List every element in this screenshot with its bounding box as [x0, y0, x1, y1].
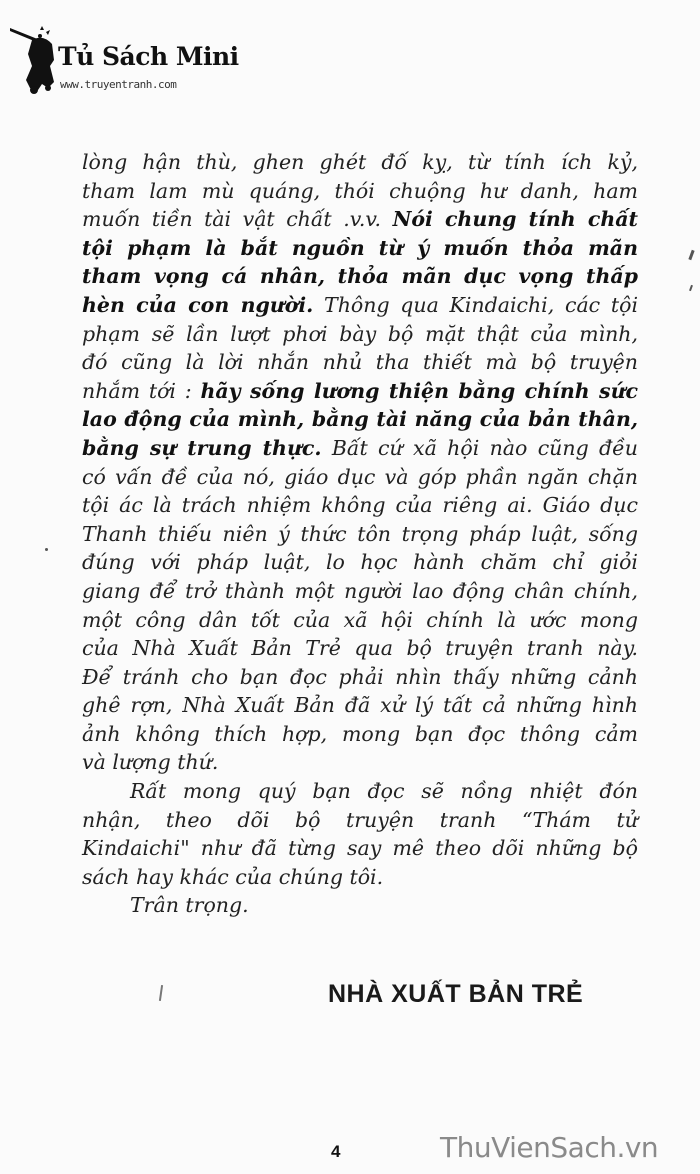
text-line	[82, 548, 638, 577]
scan-speck	[45, 548, 48, 551]
text-segment: tội ác là trách nhiệm không của riêng ai. Giáo dục	[82, 493, 638, 518]
emphasized-text: tham vọng cá nhân, thỏa mãn dục vọng thấp	[82, 264, 638, 289]
text-segment: đó cũng là lời nhắn nhủ tha thiết mà bộ truyện	[82, 350, 638, 375]
watermark-text: ThuVienSach.vn	[440, 1131, 659, 1164]
text-line	[82, 463, 638, 492]
emphasized-text: hèn của con người.	[82, 292, 314, 317]
text-segment: Thông qua Kindaichi, các tội	[313, 292, 638, 317]
text-segment: sách hay khác của chúng tôi.	[82, 864, 384, 889]
text-segment: Trân trọng.	[130, 893, 249, 918]
text-line	[82, 348, 638, 377]
text-segment: ghê rợn, Nhà Xuất Bản đã xử lý tất cả những hình	[82, 693, 638, 718]
text-segment: Rất mong quý bạn đọc sẽ nồng nhiệt đón	[130, 779, 638, 804]
emphasized-text: lao động của mình, bằng tài năng của bản thân,	[82, 407, 638, 432]
text-segment: Thanh thiếu niên ý thức tôn trọng pháp luật, sống	[82, 521, 638, 546]
emphasized-text: Nói chung tính chất	[392, 207, 638, 232]
text-line	[82, 834, 638, 863]
text-line	[82, 520, 638, 549]
page-body-text	[82, 148, 638, 920]
text-line	[82, 634, 638, 663]
text-line	[82, 891, 638, 920]
emphasized-text: bằng sự trung thực.	[82, 435, 322, 460]
text-segment: tham lam mù quáng, thói chuộng hư danh, ham	[82, 178, 638, 203]
text-segment: phạm sẽ lần lượt phơi bày bộ mặt thật của mình,	[82, 321, 638, 346]
text-segment: một công dân tốt của xã hội chính là ước mong	[82, 607, 638, 632]
text-line	[82, 234, 638, 263]
text-line	[82, 262, 638, 291]
text-segment: đúng với pháp luật, lo học hành chăm chỉ giỏi	[82, 550, 638, 575]
text-segment: và lượng thứ.	[82, 750, 219, 775]
text-line	[82, 377, 638, 406]
text-segment: muốn tiền tài vật chất .v.v.	[82, 207, 393, 232]
series-logo	[10, 24, 239, 96]
publisher-signature: NHÀ XUẤT BẢN TRẺ	[328, 980, 584, 1008]
text-segment: ảnh không thích hợp, mong bạn đọc thông cảm	[82, 721, 638, 746]
text-line	[82, 148, 638, 177]
text-line	[82, 405, 638, 434]
text-segment: Bất cứ xã hội nào cũng đều	[321, 435, 638, 460]
scan-speck	[159, 985, 163, 1001]
text-segment: của Nhà Xuất Bản Trẻ qua bộ truyện tranh này.	[82, 636, 638, 661]
text-segment: lòng hận thù, ghen ghét đố kỵ, từ tính ích kỷ,	[82, 150, 638, 174]
page-number: 4	[331, 1142, 341, 1161]
text-line	[82, 434, 638, 463]
text-segment: Kindaichi" như đã từng say mê theo dõi những bộ	[82, 836, 638, 861]
emphasized-text: hãy sống lương thiện bằng chính sức	[200, 378, 638, 403]
emphasized-text: tội phạm là bắt nguồn từ ý muốn thỏa mãn	[82, 235, 638, 260]
text-line	[82, 205, 638, 234]
text-segment: nhận, theo dõi bộ truyện tranh “Thám tử	[82, 807, 638, 832]
text-line	[82, 720, 638, 749]
text-line	[82, 663, 638, 692]
scan-speck	[688, 250, 694, 260]
text-line	[82, 691, 638, 720]
scan-speck	[689, 285, 693, 291]
logo-title: Tủ Sách Mini	[58, 42, 239, 71]
text-line	[82, 806, 638, 835]
text-line	[82, 577, 638, 606]
ninja-silhouette-icon	[10, 24, 58, 96]
text-line	[82, 606, 638, 635]
logo-url: www.truyentranh.com	[60, 78, 177, 91]
text-line	[82, 748, 638, 777]
text-segment: giang để trở thành một người lao động chân chính,	[82, 578, 638, 603]
text-line	[82, 777, 638, 806]
text-segment: nhắm tới :	[82, 378, 201, 403]
text-line	[82, 863, 638, 892]
text-line	[82, 320, 638, 349]
text-segment: Để tránh cho bạn đọc phải nhìn thấy những cảnh	[82, 664, 638, 689]
text-line	[82, 291, 638, 320]
text-segment: có vấn đề của nó, giáo dục và góp phần ngăn chặn	[82, 464, 638, 489]
text-line	[82, 177, 638, 206]
text-line	[82, 491, 638, 520]
